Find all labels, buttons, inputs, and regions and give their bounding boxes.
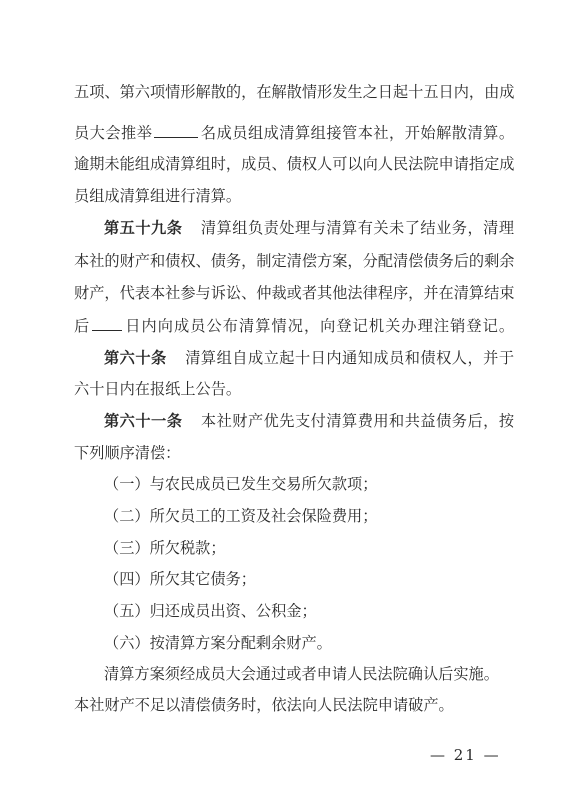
fill-in-blank	[92, 316, 122, 331]
paragraph-line: 清算方案须经成员大会通过或者申请人民法院确认后实施。	[104, 665, 499, 683]
list-item: （四）所欠其它债务；	[104, 570, 256, 588]
paragraph-line: 本社的财产和债权、债务，制定清偿方案，分配清偿债务后的剩余	[74, 252, 515, 270]
article-60-first-line	[104, 348, 514, 368]
paragraph-line: 本社财产不足以清偿债务时，依法向人民法院申请破产。	[74, 696, 454, 714]
page-number: — 21 —	[430, 746, 501, 764]
paragraph-line: 员组成清算组进行清算。	[74, 187, 242, 205]
text-segment: 清算组自成立起十日内通知成员和债权人，并于	[184, 349, 515, 367]
list-item: （五）归还成员出资、公积金；	[104, 602, 317, 620]
article-heading: 第六十一条	[104, 412, 183, 430]
text-segment: 员大会推举	[74, 124, 153, 142]
text-segment: 清算组负责处理与清算有关未了结业务，清理	[200, 219, 515, 237]
article-61-first-line	[104, 411, 514, 431]
paragraph-line	[74, 316, 514, 336]
article-59-first-line	[104, 218, 514, 238]
paragraph-line: 五项、第六项情形解散的，在解散情形发生之日起十五日内，由成	[74, 83, 515, 101]
paragraph-line: 财产，代表本社参与诉讼、仲裁或者其他法律程序，并在清算结束	[74, 284, 515, 302]
list-item: （三）所欠税款；	[104, 539, 226, 557]
article-heading: 第五十九条	[104, 219, 183, 237]
paragraph-line: 逾期未能组成清算组时，成员、债权人可以向人民法院申请指定成	[74, 155, 515, 173]
text-segment: 后	[74, 317, 91, 335]
article-heading: 第六十条	[104, 349, 167, 367]
text-segment: 日内向成员公布清算情况，向登记机关办理注销登记。	[124, 317, 515, 335]
list-item: （六）按清算方案分配剩余财产。	[104, 634, 332, 652]
fill-in-blank	[154, 123, 198, 138]
text-segment: 名成员组成清算组接管本社，开始解散清算。	[200, 124, 515, 142]
paragraph-line: 六十日内在报纸上公告。	[74, 380, 242, 398]
paragraph-line	[74, 123, 514, 143]
paragraph-line: 下列顺序清偿：	[74, 444, 181, 462]
text-segment: 本社财产优先支付清算费用和共益债务后，按	[200, 412, 515, 430]
list-item: （一）与农民成员已发生交易所欠款项；	[104, 475, 378, 493]
list-item: （二）所欠员工的工资及社会保险费用；	[104, 507, 378, 525]
